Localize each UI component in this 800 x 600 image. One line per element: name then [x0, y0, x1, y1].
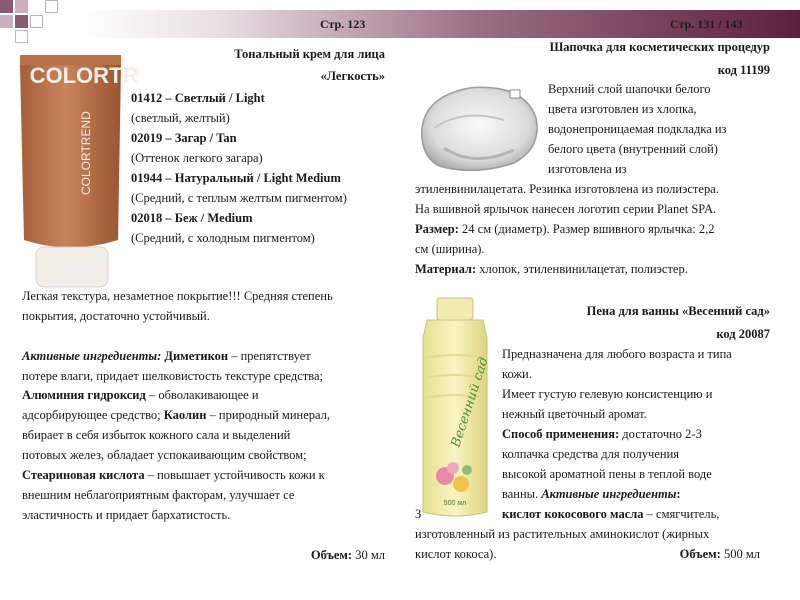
- shade-item: 02018 – Беж / Medium: [131, 211, 253, 225]
- corner-square: [0, 0, 13, 13]
- volume-value: 500 мл: [720, 547, 760, 561]
- corner-square: [15, 0, 28, 13]
- ingredient-text: адсорбирующее средство;: [22, 408, 164, 422]
- page-number-right: Стр. 131 / 143: [670, 17, 743, 31]
- cap-material-line: [415, 260, 688, 280]
- ingredients-line: внешним неблагоприятным факторам, улучшает се: [22, 488, 295, 502]
- cap-size-line: см (ширина).: [415, 242, 485, 256]
- shade-desc: (Средний, с теплым желтым пигментом): [131, 191, 347, 205]
- cap-desc-line: водонепроницаемая подкладка из: [548, 122, 727, 136]
- cap-desc-line: цвета изготовлен из хлопка,: [548, 102, 697, 116]
- acid-text: – смягчитель,: [643, 507, 720, 521]
- corner-square: [15, 15, 28, 28]
- ingredient-name: Стеариновая кислота: [22, 468, 145, 482]
- cap-code: код 11199: [717, 63, 770, 77]
- ingredient-text: – препятствует: [228, 349, 311, 363]
- ingredient-name: Диметикон: [164, 349, 229, 363]
- cap-title: Шапочка для косметических процедур: [549, 40, 770, 54]
- usage-label: Способ применения:: [502, 427, 620, 441]
- size-text: 24 см (диаметр). Размер вшивного ярлычка: 2,2: [458, 222, 715, 236]
- active-colon: :: [676, 487, 681, 501]
- ingredients-label: Активные ингредиенты:: [22, 349, 162, 363]
- shade-item: 02019 – Загар / Tan: [131, 131, 237, 145]
- cap-size-line: [415, 220, 715, 240]
- shade-desc: (Средний, с холодным пигментом): [131, 231, 315, 245]
- volume-value: 30 мл: [352, 548, 385, 562]
- cap-desc-line: На вшивной ярлычок нанесен логотип серии Planet SPA.: [415, 202, 717, 216]
- cap-desc-line: этиленвинилацетата. Резинка изготовлена из полиэстера.: [415, 182, 719, 196]
- foam-desc-line: Имеет густую гелевую консистенцию и: [502, 387, 713, 401]
- foam-title: Пена для ванны «Весенний сад»: [586, 304, 770, 318]
- cap-desc-line: изготовлена из: [548, 162, 627, 176]
- foam-usage-line: высокой ароматной пены в теплой воде: [502, 467, 712, 481]
- ingredients-line: [22, 386, 259, 406]
- ingredients-line: [22, 347, 311, 367]
- ingredients-line: [22, 466, 325, 486]
- ingredient-name: Алюминия гидроксид: [22, 388, 146, 402]
- acid-name: кислот кокосового масла: [502, 507, 644, 521]
- shade-desc: (светлый, желтый): [131, 111, 230, 125]
- ingredients-line: потере влаги, придает шелковистость текстуре средства;: [22, 369, 324, 383]
- foam-usage-line: [502, 425, 702, 445]
- tube-brand-text: COLORTR: [29, 63, 139, 88]
- ingredient-text: – обволакивающее и: [145, 388, 259, 402]
- volume-label: Объем:: [679, 547, 721, 561]
- foam-desc-line: изготовленный из растительных аминокислот (жирных: [415, 527, 710, 541]
- corner-square: [0, 15, 13, 28]
- foam-desc-line: Предназначена для любого возраста и типа: [502, 347, 732, 361]
- ingredient-name: Каолин: [163, 408, 207, 422]
- foam-usage-line: колпачка средства для получения: [502, 447, 680, 461]
- foam-acid-prefix: З: [415, 507, 422, 521]
- cap-desc-line: Верхний слой шапочки белого: [548, 82, 711, 96]
- foundation-title-line1: Тональный крем для лица: [234, 47, 385, 61]
- ingredients-line: [22, 406, 330, 426]
- foam-desc-line: кожи.: [502, 367, 532, 381]
- corner-square: [45, 0, 58, 13]
- bottle-label-text: Весенний сад: [448, 355, 492, 450]
- foam-code: код 20087: [716, 327, 770, 341]
- shower-cap-image: [414, 78, 544, 178]
- ingredients-line: эластичность и придает бархатистость.: [22, 508, 231, 522]
- bottle-volume-text: 500 мл: [443, 500, 467, 507]
- page-number-left: Стр. 123: [320, 17, 366, 31]
- ingredient-text: – природный минерал,: [206, 408, 331, 422]
- volume-label: Объем:: [310, 548, 353, 562]
- shade-item: 01412 – Светлый / Light: [131, 91, 265, 105]
- usage-text: достаточно 2-3: [619, 427, 702, 441]
- ingredients-line: вбирает в себя избыток кожного сала и выделений: [22, 428, 291, 442]
- corner-square: [15, 30, 28, 43]
- foam-usage-line: [502, 485, 681, 505]
- shade-item: 01944 – Натуральный / Light Medium: [131, 171, 341, 185]
- foundation-volume: [311, 546, 385, 566]
- intro-text-line: покрытия, достаточно устойчивый.: [22, 309, 210, 323]
- material-label: Материал:: [415, 262, 477, 276]
- usage-end: ванны.: [502, 487, 542, 501]
- shade-desc: (Оттенок легкого загара): [131, 151, 263, 165]
- foam-desc-line: кислот кокоса).: [415, 547, 497, 561]
- foundation-title-line2: «Легкость»: [320, 69, 385, 83]
- active-ingredients-label: Активные ингредиенты: [541, 487, 677, 501]
- tube-vertical-text: COLORTREND: [79, 111, 93, 195]
- corner-square: [30, 15, 43, 28]
- ingredients-line: потовых желез, обладает успокаивающим свойством;: [22, 448, 307, 462]
- bath-foam-bottle-image: [415, 298, 495, 520]
- intro-text-line: Легкая текстура, незаметное покрытие!!! Средняя степень: [22, 289, 333, 303]
- foundation-tube-image: [18, 55, 139, 287]
- size-label: Размер:: [415, 222, 459, 236]
- foam-volume: [680, 545, 760, 565]
- ingredient-text: – повышает устойчивость кожи к: [144, 468, 325, 482]
- foam-desc-line: нежный цветочный аромат.: [502, 407, 647, 421]
- cap-desc-line: белого цвета (внутренний слой): [548, 142, 718, 156]
- foam-acid-line: [502, 505, 719, 525]
- material-text: хлопок, этиленвинилацетат, полиэстер.: [476, 262, 688, 276]
